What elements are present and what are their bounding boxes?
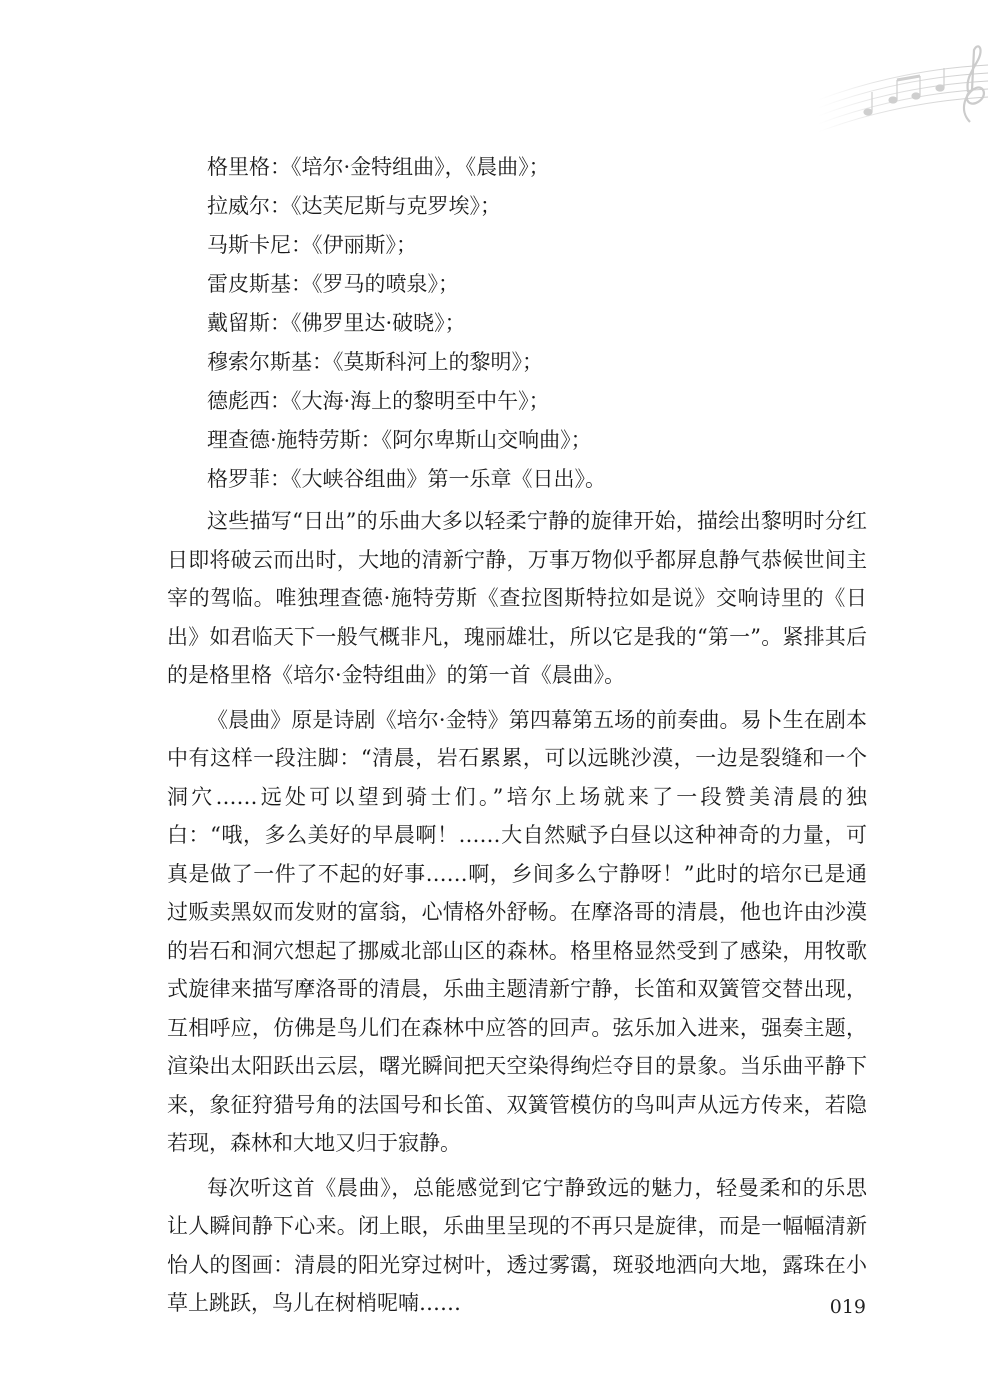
page-number: 019 (829, 1296, 866, 1318)
composer-list-item: 德彪西：《大海·海上的黎明至中午》； (207, 389, 550, 413)
composer-list (167, 148, 867, 499)
composer-list-item: 格罗菲：《大峡谷组曲》第一乐章《日出》。 (207, 467, 606, 491)
composer-list-item: 马斯卡尼：《伊丽斯》； (207, 233, 417, 257)
composer-list-item: 拉威尔：《达芙尼斯与克罗埃》； (207, 194, 501, 218)
composer-list-item: 格里格：《培尔·金特组曲》，《晨曲》； (207, 155, 550, 179)
body-paragraph: 每次听这首《晨曲》，总能感觉到它宁静致远的魅力，轻曼柔和的乐思让人瞬间静下心来。闭上眼，乐曲里呈现的不再只是旋律，而是一幅幅清新怡人的图画：清晨的阳光穿过树叶，透过雾霭，斑驳地洒向大地，露珠在小草上跳跃，鸟儿在树梢呢喃…… (167, 1175, 867, 1315)
composer-list-item: 理查德·施特劳斯：《阿尔卑斯山交响曲》； (207, 428, 592, 452)
composer-list-item: 戴留斯：《佛罗里达·破晓》； (207, 311, 466, 335)
body-paragraph: 《晨曲》原是诗剧《培尔·金特》第四幕第五场的前奏曲。易卜生在剧本中有这样一段注脚：“清晨，岩石累累，可以远眺沙漠，一边是裂缝和一个洞穴……远处可以望到骑士们。”培尔上场就来了一段赞美清晨的独白：“哦，多么美好的早晨啊！……大自然赋予白昼以这种神奇的力量，可真是做了一件了不起的好事……啊，乡间多么宁静呀！”此时的培尔已是通过贩卖黑奴而发财的富翁，心情格外舒畅。在摩洛哥的清晨，他也许由沙漠的岩石和洞穴想起了挪威北部山区的森林。格里格显然受到了感染，用牧歌式旋律来描写摩洛哥的清晨，乐曲主题清新宁静，长笛和双簧管交替出现，互相呼应，仿佛是鸟儿们在森林中应答的回声。弦乐加入进来，强奏主题，渲染出太阳跃出云层，曙光瞬间把天空染得绚烂夺目的景象。当乐曲平静下来，象征狩猎号角的法国号和长笛、双簧管模仿的鸟叫声从远方传来，若隐若现，森林和大地又归于寂静。 (167, 707, 867, 1155)
composer-list-item: 雷皮斯基：《罗马的喷泉》； (207, 272, 459, 296)
composer-list-item: 穆索尔斯基：《莫斯科河上的黎明》； (207, 350, 543, 374)
page-content (167, 148, 867, 1323)
body-paragraph: 这些描写“日出”的乐曲大多以轻柔宁静的旋律开始，描绘出黎明时分红日即将破云而出时，大地的清新宁静，万事万物似乎都屏息静气恭候世间主宰的驾临。唯独理查德·施特劳斯《查拉图斯特拉如是说》交响诗里的《日出》如君临天下一般气概非凡，瑰丽雄壮，所以它是我的“第一”。紧排其后的是格里格《培尔·金特组曲》的第一首《晨曲》。 (167, 509, 867, 687)
